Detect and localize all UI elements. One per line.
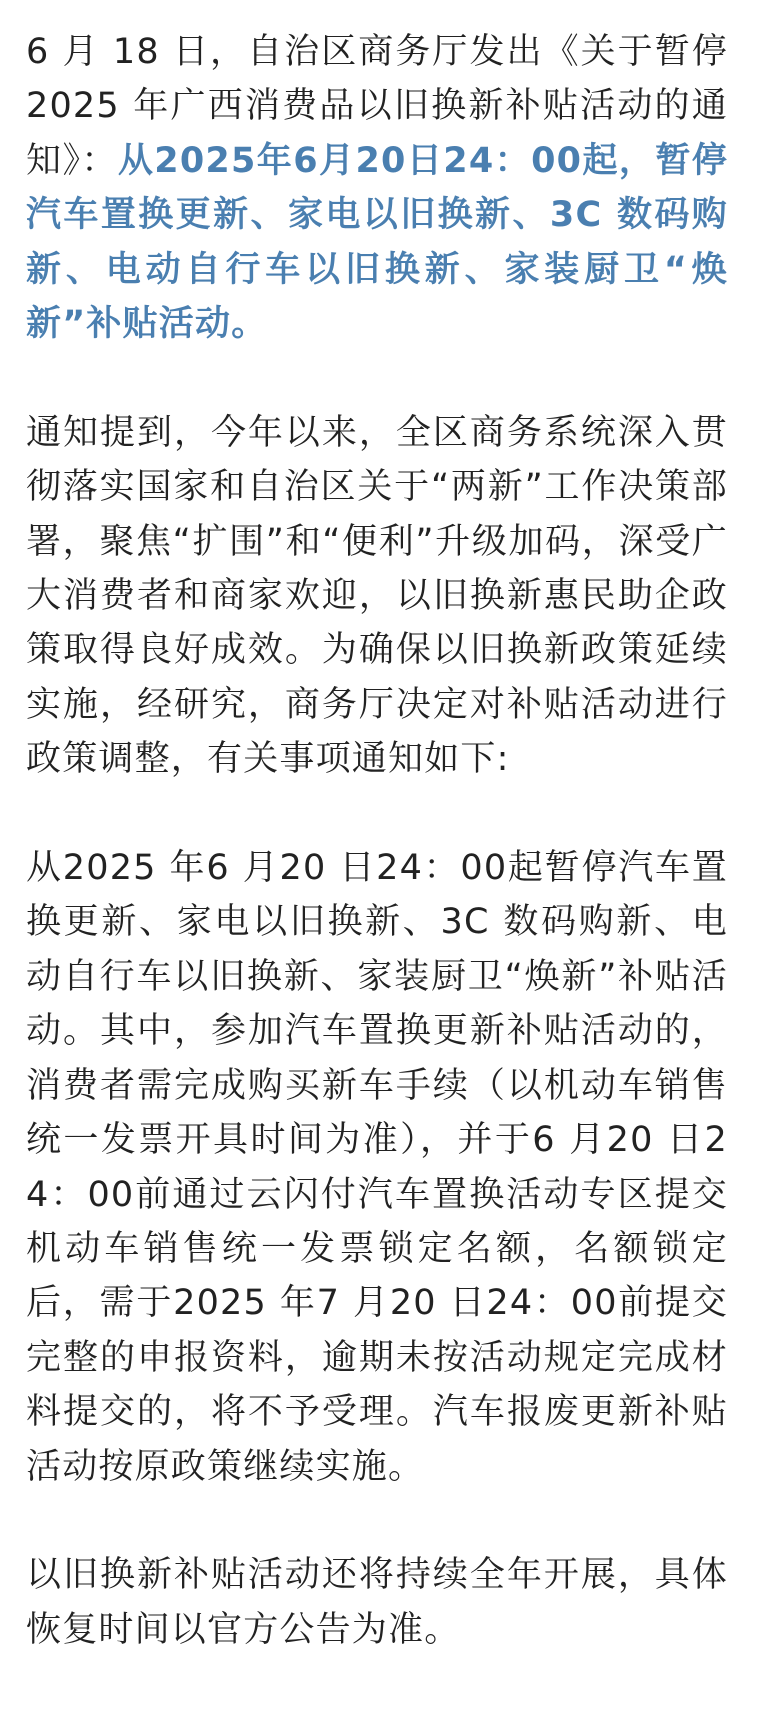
- paragraph-details: 从2025 年6 月20 日24：00起暂停汽车置换更新、家电以旧换新、3C 数码购新、电动自行车以旧换新、家装厨卫“焕新”补贴活动。其中，参加汽车置换更新补贴活动的，消费者需完成购买新车手续（以机动车销售统一发票开具时间为准），并于6 月20 日24：00前通过云闪付汽车置换活动专区提交机动车销售统一发票锁定名额，名额锁定后，需于2025 年7 月20 日24：00前提交完整的申报资料，逾期未按活动规定完成材料提交的，将不予受理。汽车报废更新补贴活动按原政策继续实施。: [26, 848, 728, 1487]
- paragraph-background: 通知提到，今年以来，全区商务系统深入贯彻落实国家和自治区关于“两新”工作决策部署，聚焦“扩围”和“便利”升级加码，深受广大消费者和商家欢迎，以旧换新惠民助企政策取得良好成效。为确保以旧换新政策延续实施，经研究，商务厅决定对补贴活动进行政策调整，有关事项通知如下:: [26, 412, 728, 780]
- paragraph-outlook: 以旧换新补贴活动还将持续全年开展，具体恢复时间以官方公告为准。: [26, 1555, 728, 1650]
- paragraph-announcement: [26, 25, 728, 351]
- suspension-highlight: 从2025年6月20日24：00起，暂停汽车置换更新、家电以旧换新、3C 数码购新、电动自行车以旧换新、家装厨卫“焕新”补贴活动。: [26, 140, 728, 345]
- announcement-intro: 6 月 18 日，自治区商务厅发出《关于暂停 2025 年广西消费品以旧换新补贴活动的通知》：: [26, 32, 728, 181]
